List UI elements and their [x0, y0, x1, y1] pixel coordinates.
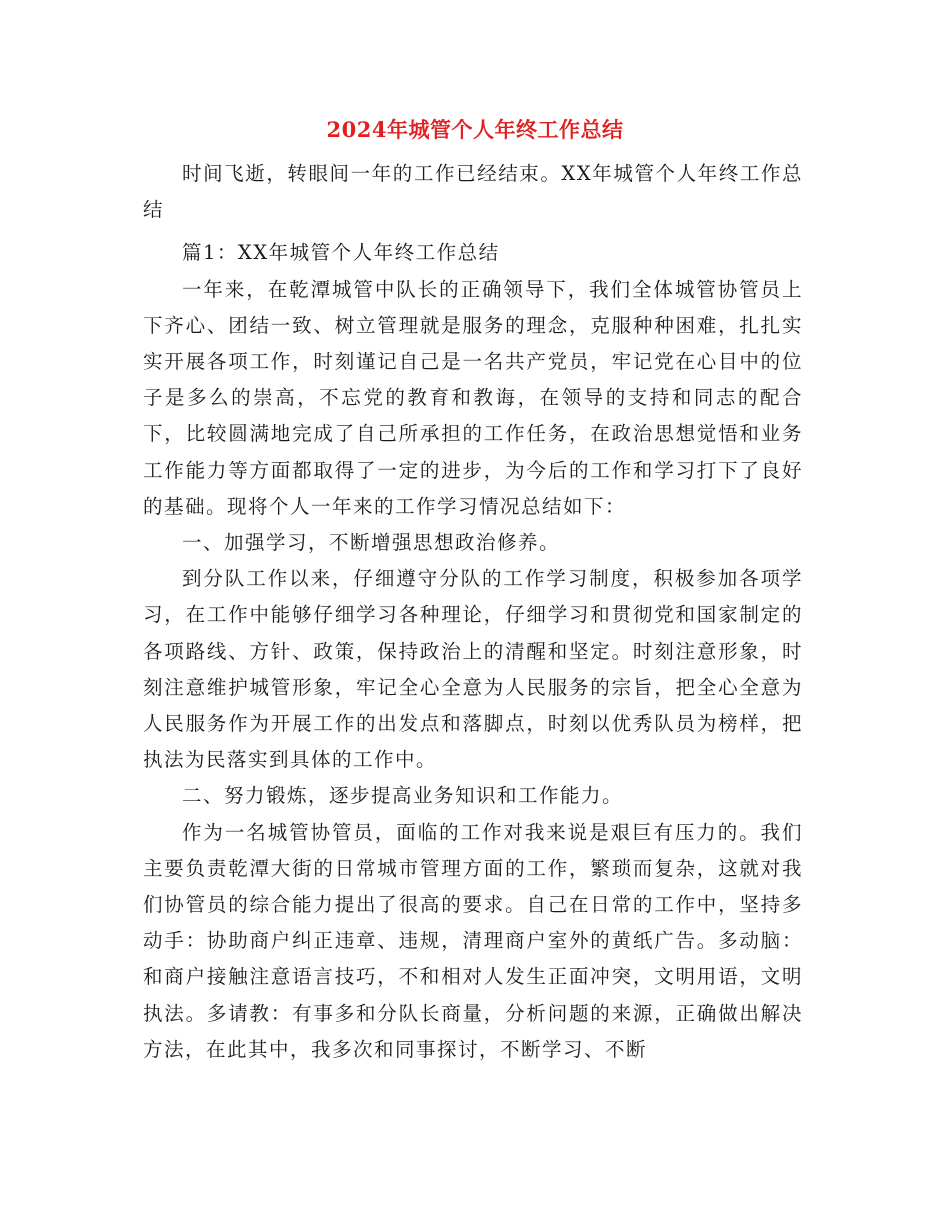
- paragraph-chapter-heading: 篇1：XX年城管个人年终工作总结: [182, 241, 500, 265]
- paragraph-intro: 时间飞逝，转眼间一年的工作已经结束。XX年城管个人年终工作总结: [143, 162, 803, 222]
- section-heading-training: 二、努力锻炼，逐步提高业务知识和工作能力。: [182, 784, 624, 808]
- paragraph-training: 作为一名城管协管员，面临的工作对我来说是艰巨有压力的。我们主要负责乾潭大街的日常城市管理方面的工作，繁琐而复杂，这就对我们协管员的综合能力提出了很高的要求。自己在日常的工作中，坚持多动手：协助商户纠正违章、违规，清理商户室外的黄纸广告。多动脑：和商户接触注意语言技巧，不和相对人发生正面冲突，文明用语，文明执法。多请教：有事多和分队长商量，分析问题的来源，正确做出解决方法，在此其中，我多次和同事探讨，不断学习、不断: [143, 820, 803, 1061]
- paragraph-overview: 一年来，在乾潭城管中队长的正确领导下，我们全体城管协管员上下齐心、团结一致、树立管理就是服务的理念，克服种种困难，扎扎实实开展各项工作，时刻谨记自己是一名共产党员，牢记党在心目中的位子是多么的崇高，不忘党的教育和教诲，在领导的支持和同志的配合下，比较圆满地完成了自己所承担的工作任务，在政治思想觉悟和业务工作能力等方面都取得了一定的进步，为今后的工作和学习打下了良好的基础。现将个人一年来的工作学习情况总结如下：: [143, 277, 803, 518]
- document-body: [143, 156, 803, 1068]
- section-heading-study: 一、加强学习，不断增强思想政治修养。: [182, 531, 561, 555]
- paragraph-study: 到分队工作以来，仔细遵守分队的工作学习制度，积极参加各项学习，在工作中能够仔细学习各种理论，仔细学习和贯彻党和国家制定的各项路线、方针、政策，保持政治上的清醒和坚定。时刻注意形象，时刻注意维护城管形象，牢记全心全意为人民服务的宗旨，把全心全意为人民服务作为开展工作的出发点和落脚点，时刻以优秀队员为榜样，把执法为民落实到具体的工作中。: [143, 567, 803, 772]
- document-title: 2024年城管个人年终工作总结: [326, 117, 624, 142]
